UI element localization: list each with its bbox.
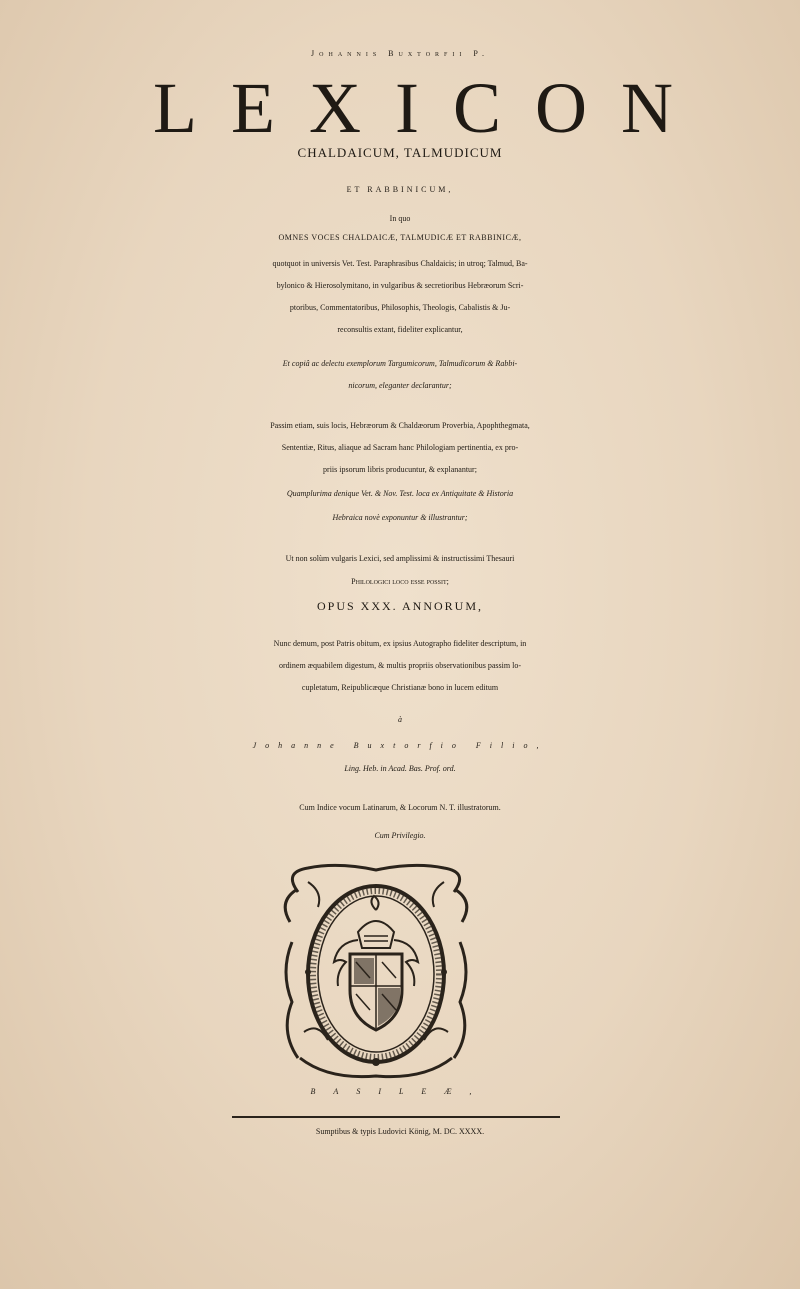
nunc-line: ordinem æquabilem digestum, & multis propriis observationibus passim lo-	[279, 661, 521, 670]
description-line: quotquot in universis Vet. Test. Paraphrasibus Chaldaicis; in utroq; Talmud, Ba-	[272, 259, 528, 268]
ut-non-line: Ut non solùm vulgaris Lexici, sed amplissimi & instructissimi Thesauri	[285, 554, 515, 563]
place-of-publication: BASILEÆ,	[310, 1087, 490, 1096]
imprint-rule	[232, 1116, 560, 1118]
quamplurima-line: Hebraica novè exponuntur & illustrantur;	[332, 513, 468, 522]
a-line: à	[398, 715, 402, 724]
nunc-line: cupletatum, Reipublicæque Christianæ bono in lucem editum	[301, 683, 499, 692]
author-line: Johannis Buxtorfii P.	[311, 49, 489, 58]
passim-line: Passim etiam, suis locis, Hebræorum & Chaldæorum Proverbia, Apophthegmata,	[270, 421, 530, 430]
copia-line: nicorum, eleganter declarantur;	[348, 381, 452, 390]
opus-line: OPUS XXX. ANNORUM,	[316, 599, 484, 613]
nunc-line: Nunc demum, post Patris obitum, ex ipsius Autographo fideliter descriptum, in	[273, 639, 527, 648]
editor-title-line: Ling. Heb. in Acad. Bas. Prof. ord.	[344, 764, 456, 773]
editor-name-line: Johanne Buxtorfio Filio,	[252, 741, 548, 750]
printers-device-coat-of-arms-icon	[278, 862, 474, 1084]
indice-line: Cum Indice vocum Latinarum, & Locorum N. T. illustratorum.	[299, 803, 501, 812]
voces-line: OMNES VOCES CHALDAICÆ, TALMUDICÆ ET RABBINICÆ,	[278, 233, 522, 242]
description-line: bylonico & Hierosolymitano, in vulgaribus & secretioribus Hebræorum Scri-	[276, 281, 524, 290]
subtitle-line-1: CHALDAICUM, TALMUDICUM	[297, 145, 503, 160]
privilegio-line: Cum Privilegio.	[374, 831, 426, 840]
description-line: ptoribus, Commentatoribus, Philosophis, Theologis, Cabalistis & Ju-	[289, 303, 511, 312]
in-quo-line: In quo	[389, 214, 411, 223]
passim-line: Sententiæ, Ritus, aliaque ad Sacram hanc Philologiam pertinentia, ex pro-	[281, 443, 519, 452]
quamplurima-line: Quamplurima denique Vet. & Nov. Test. loca ex Antiquitate & Historia	[286, 489, 514, 498]
copia-line: Et copiâ ac delectu exemplorum Targumicorum, Talmudicorum & Rabbi-	[282, 359, 518, 368]
ut-non-line: Philologici loco esse possit;	[351, 577, 449, 586]
description-line: reconsultis extant, fideliter explicantur,	[337, 325, 463, 334]
passim-line: priis ipsorum libris producuntur, & explanantur;	[323, 465, 477, 474]
subtitle-line-2: ET RABBINICUM,	[346, 185, 454, 194]
imprint-line: Sumptibus & typis Ludovici König, M. DC. XXXX.	[315, 1127, 485, 1136]
main-title: LEXICON	[153, 68, 707, 148]
